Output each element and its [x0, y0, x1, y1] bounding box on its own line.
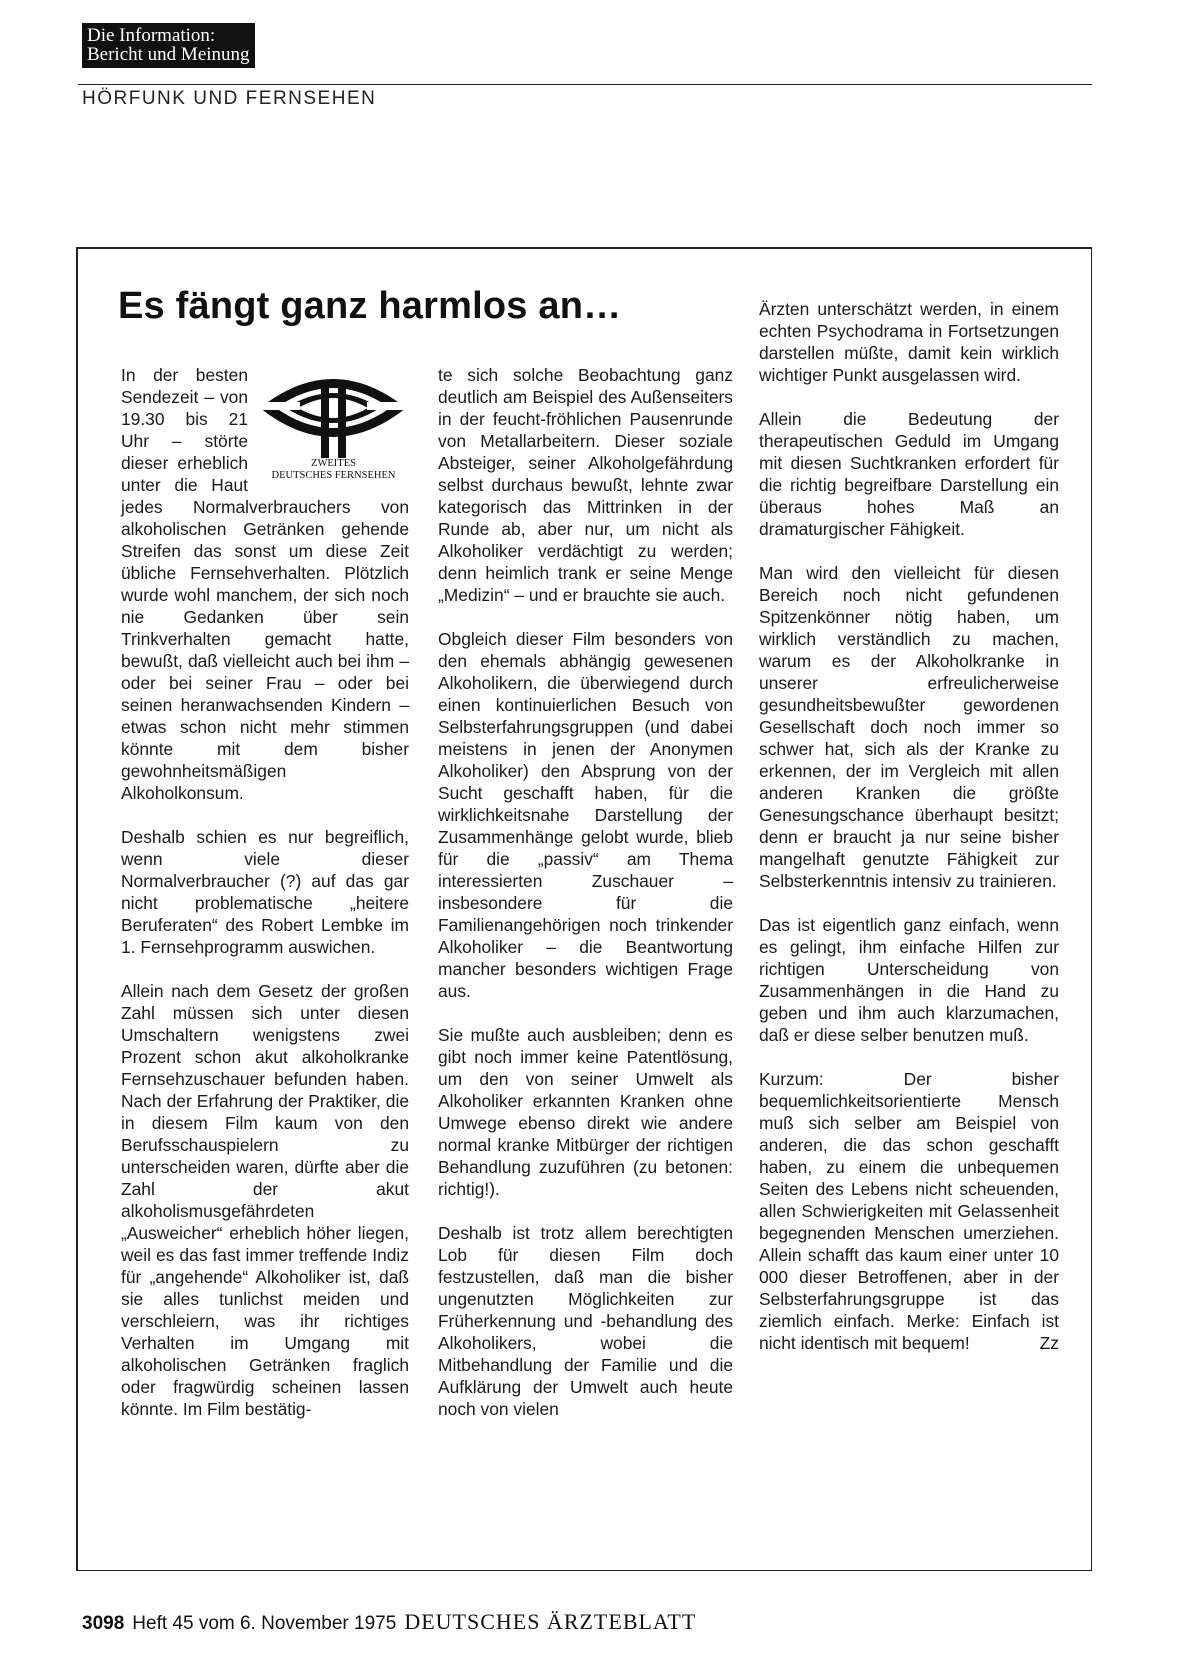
paragraph: Obgleich dieser Film besonders von den ehemals abhängig gewesenen Alkoholikern, die überwiegend durch einen kontinuierlichen Besuch von Selbsterfahrungsgruppen (und dabei meistens in jenen der Anonymen Alkoholiker) den Absprung von der Sucht geschafft haben, für die wirklichkeitsnahe Darstellung der Zusammenhänge gelobt wurde, blieb für die „passiv“ am Thema interessierten Zuschauer – insbesondere für die Familienangehörigen noch trinkender Alkoholiker – die Beantwortung mancher besonders wichtigen Frage aus.	[438, 629, 733, 1001]
section-badge	[82, 23, 255, 68]
zdf-logo-icon	[252, 364, 415, 460]
paragraph: Sie mußte auch ausbleiben; denn es gibt noch immer keine Patentlösung, um den von seiner Umwelt als Alkoholiker erkannten Kranken ohne Umwege ebenso direkt wie andere normal kranke Mitbürger der richtigen Behandlung zuzuführen (zu betonen: richtig!).	[438, 1025, 733, 1199]
zdf-logo-line-1: ZWEITES	[311, 458, 356, 469]
article-column-1	[121, 364, 409, 1420]
journal-name: DEUTSCHES ÄRZTEBLATT	[404, 1609, 697, 1634]
paragraph: Deshalb ist trotz allem berechtigten Lob für diesen Film doch festzustellen, daß man die bisher ungenutzten Möglichkeiten zur Früherkennung und -behandlung des Alkoholikers, wobei die Mitbehandlung der Familie und die Aufklärung der Umwelt auch heute noch von vielen	[438, 1223, 733, 1419]
paragraph: Allein die Bedeutung der therapeutischen Geduld im Umgang mit diesen Suchtkranken erfordert für die richtig begreifbare Darstellung ein überaus hohes Maß an dramaturgischer Fähigkeit.	[759, 409, 1059, 539]
paragraph: In der besten Sendezeit – von 19.30 bis 21 Uhr – störte dieser erheblich unter die Haut jedes Normalverbrauchers von alkoholischen Getränken gehende Streifen das sonst um diese Zeit übliche Fernsehverhalten. Plötzlich wurde wohl manchem, der sich noch nie Gedanken über sein Trinkverhalten gemacht hatte, bewußt, daß vielleicht auch bei ihm – oder bei seiner Frau – oder bei seinen heranwachsenden Kindern – etwas schon nicht mehr stimmen könnte mit dem bisher gewohnheitsmäßigen Alkoholkonsum.	[121, 365, 409, 803]
article-headline: Es fängt ganz harmlos an…	[118, 285, 622, 327]
paragraph: Man wird den vielleicht für diesen Bereich noch nicht gefundenen Spitzenkönner nötig haben, um wirklich verständlich zu machen, warum es der Alkoholkranke in unserer erfreulicherweise gesundheitsbewußter gewordenen Gesellschaft doch noch immer so schwer hat, sich als der Kranke zu erkennen, der im Vergleich mit allen anderen Kranken die größte Genesungschance überhaupt besitzt; denn er braucht ja nur seine bisher mangelhaft genutzte Fähigkeit zur Selbsterkenntnis intensiv zu trainieren.	[759, 563, 1059, 891]
paragraph-text: Kurzum: Der bisher bequemlichkeitsorientierte Mensch muß sich selber am Beispiel von anderen, die das schon geschafft haben, zu einem die unbequemen Seiten des Lebens nicht scheuenden, allen Schwierigkeiten mit Gelassenheit begegnenden Menschen umerziehen. Allein schafft das kaum einer unter 10 000 dieser Betroffenen, aber in der Selbsterfahrungsgruppe ist das ziemlich einfach. Merke: Einfach ist nicht identisch mit bequem!	[759, 1069, 1059, 1353]
badge-line-2: Bericht und Meinung	[87, 44, 250, 65]
paragraph-last	[759, 1068, 1059, 1354]
badge-line-1: Die Information:	[87, 25, 216, 46]
paragraph: Allein nach dem Gesetz der großen Zahl müssen sich unter diesen Umschaltern wenigstens zwei Prozent schon akut alkoholkranke Fernsehzuschauer befunden haben. Nach der Erfahrung der Praktiker, die in diesem Film kaum von den Berufsschauspielern zu unterscheiden waren, dürfte aber die Zahl der akut alkoholismusgefährdeten „Ausweicher“ erheblich höher liegen, weil es das fast immer treffende Indiz für „angehende“ Alkoholiker ist, daß sie alles tunlichst meiden und verschleiern, was ihr richtiges Verhalten im Umgang mit alkoholischen Getränken fraglich oder fragwürdig scheinen lassen könnte. Im Film bestätig-	[121, 981, 409, 1419]
article-column-2	[438, 364, 733, 1420]
author-signature: Zz	[1039, 1333, 1059, 1353]
paragraph: Ärzten unterschätzt werden, in einem echten Psychodrama in Fortsetzungen darstellen müßte, damit kein wirklich wichtiger Punkt ausgelassen wird.	[759, 299, 1059, 385]
paragraph: Deshalb schien es nur begreiflich, wenn viele dieser Normalverbraucher (?) auf das gar nicht problematische „heitere Beruferaten“ des Robert Lembke im 1. Fernsehprogramm auswichen.	[121, 827, 409, 957]
zdf-logo	[252, 364, 415, 492]
page-footer	[82, 1609, 696, 1635]
paragraph: Das ist eigentlich ganz einfach, wenn es gelingt, ihm einfache Hilfen zur richtigen Unterscheidung von Zusammenhängen in die Hand zu geben und ihm auch klarzumachen, daß er diese selber benutzen muß.	[759, 915, 1059, 1045]
issue-info: Heft 45 vom 6. November 1975	[132, 1613, 397, 1634]
article-column-3	[759, 298, 1059, 1354]
section-title: HÖRFUNK UND FERNSEHEN	[82, 88, 377, 109]
zdf-logo-line-2: DEUTSCHES FERNSEHEN	[271, 470, 396, 481]
page-number: 3098	[82, 1613, 125, 1634]
paragraph: te sich solche Beobachtung ganz deutlich am Beispiel des Außenseiters in der feucht-fröhlichen Pausenrunde von Metallarbeitern. Dieser soziale Absteiger, seiner Alkoholgefährdung selbst durchaus bewußt, lehnte zwar kategorisch das Mittrinken in der Runde ab, aber nur, um nicht als Alkoholiker verdächtigt zu werden; denn heimlich trank er seine Menge „Medizin“ – und er brauchte sie auch.	[438, 365, 733, 605]
header-divider	[78, 84, 1092, 85]
zdf-logo-text	[252, 458, 415, 482]
